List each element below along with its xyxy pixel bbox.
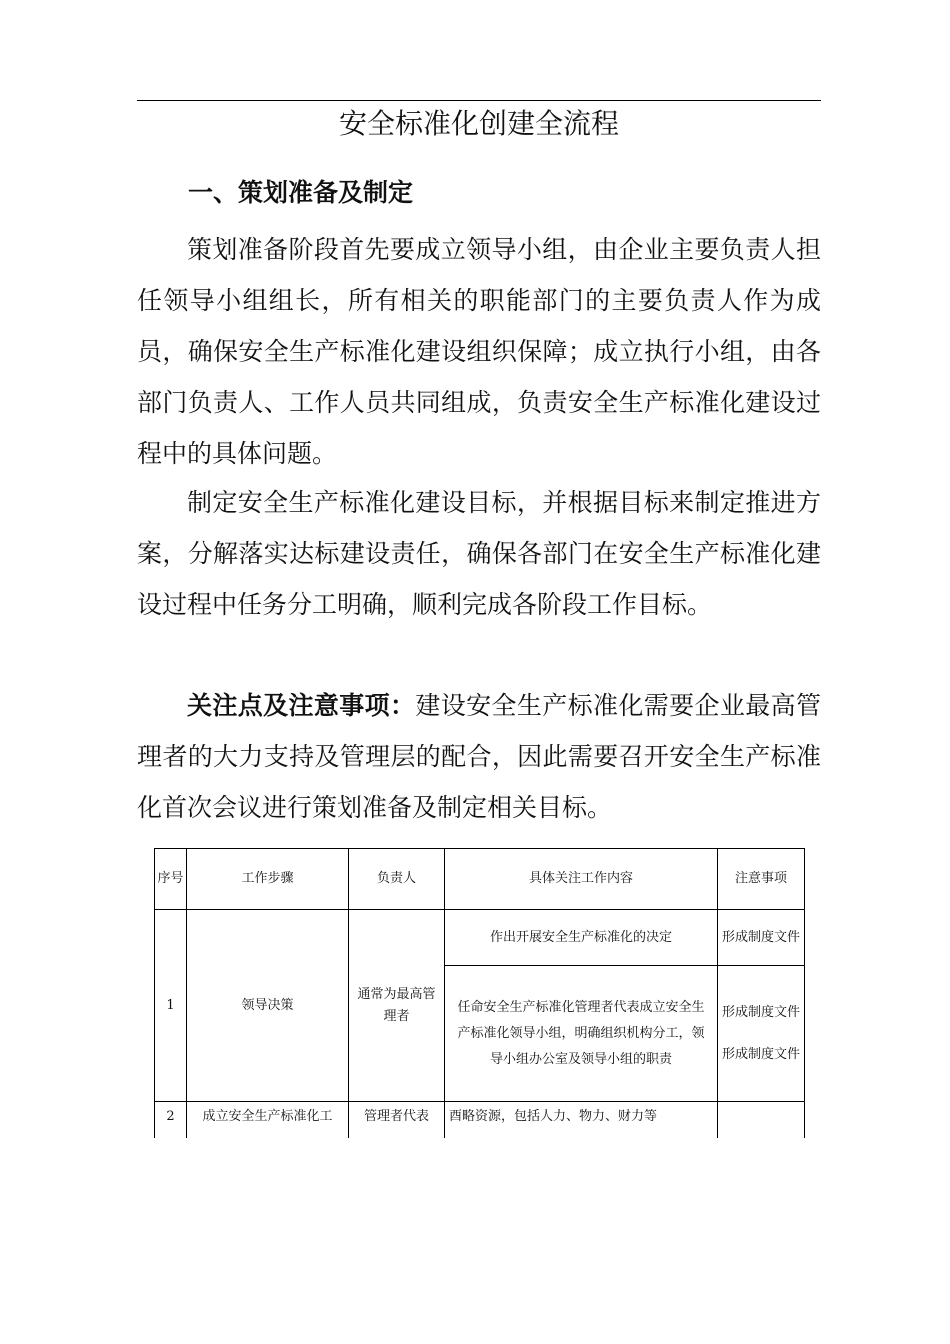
header-step: 工作步骤 xyxy=(187,849,349,910)
document-title: 安全标准化创建全流程 xyxy=(338,107,619,140)
row1-note-b1: 形成制度文件 xyxy=(722,1004,801,1020)
row1-content-a: 作出开展安全生产标准化的决定 xyxy=(445,910,718,966)
paragraph-2: 制定安全生产标准化建设目标，并根据目标来制定推进方案，分解落实达标建设责任，确保各部门在安全生产标准化建设过程中任务分工明确，顺利完成各阶段工作目标。 xyxy=(137,488,821,619)
paragraph-1: 策划准备阶段首先要成立领导小组，由企业主要负责人担任领导小组组长，所有相关的职能部门的主要负责人作为成员，确保安全生产标准化建设组织保障；成立执行小组，由各部门负责人、工作人员共同组成，负责安全生产标准化建设过程中的具体问题。 xyxy=(137,235,821,468)
row2-no: 2 xyxy=(155,1102,187,1139)
paragraph-3-body: 建设安全生产标准化需要企业最高管理者的大力支持及管理层的配合，因此需要召开安全生产标准化首次会议进行策划准备及制定相关目标。 xyxy=(137,691,821,822)
table-row xyxy=(155,1102,805,1139)
row1-no: 1 xyxy=(155,910,187,1102)
row1-note-a: 形成制度文件 xyxy=(718,910,805,966)
header-no: 序号 xyxy=(155,849,187,910)
row2-owner: 管理者代表 xyxy=(349,1102,445,1139)
workflow-table xyxy=(154,848,805,1138)
row1-owner: 通常为最高管理者 xyxy=(349,910,445,1102)
table-header-row xyxy=(155,849,805,910)
row1-step: 领导决策 xyxy=(187,910,349,1102)
header-rule xyxy=(137,100,821,101)
table-row xyxy=(155,910,805,966)
header-owner: 负责人 xyxy=(349,849,445,910)
section-heading: 一、策划准备及制定 xyxy=(188,178,414,207)
row2-content: 酉略资源，包括人力、物力、财力等 xyxy=(445,1102,718,1139)
paragraph-3-lead: 关注点及注意事项： xyxy=(187,691,416,720)
row1-content-b: 任命安全生产标准化管理者代表成立安全生产标准化领导小组，明确组织机构分工，领导小组办公室及领导小组的职责 xyxy=(445,966,718,1102)
row1-note-b xyxy=(718,966,805,1102)
header-content: 具体关注工作内容 xyxy=(445,849,718,910)
row1-note-b2: 形成制度文件 xyxy=(722,1046,801,1062)
row2-step: 成立安全生产标准化工 xyxy=(187,1102,349,1139)
row2-notes xyxy=(718,1102,805,1139)
header-notes: 注意事项 xyxy=(718,849,805,910)
paragraph-3 xyxy=(137,680,821,833)
